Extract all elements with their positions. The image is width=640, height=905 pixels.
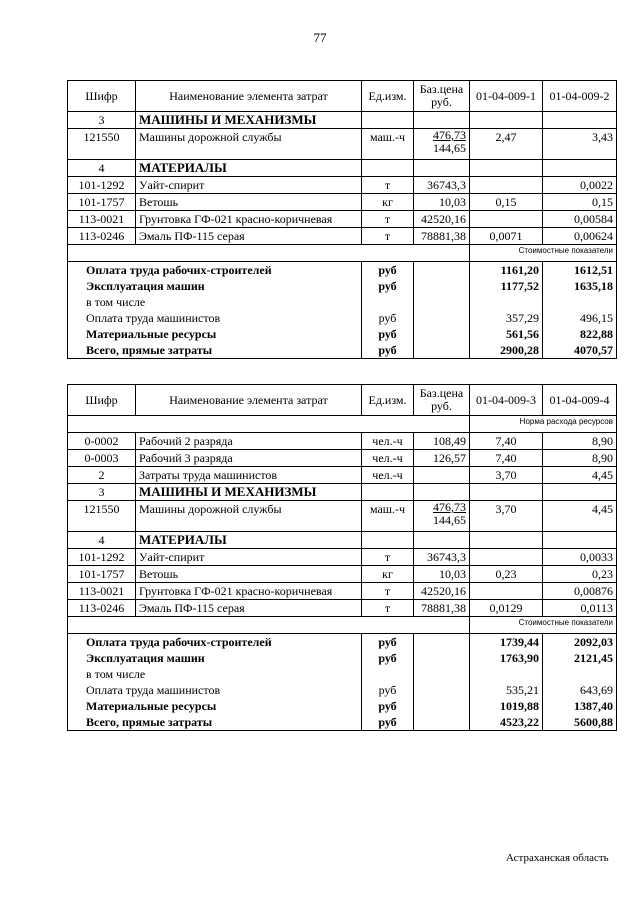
summary-empty (414, 698, 470, 714)
summary-empty (414, 326, 470, 342)
table-row (68, 549, 617, 566)
row-base-price: 78881,38 (414, 228, 470, 245)
summary-name: Эксплуатация машин (68, 278, 362, 294)
row-base-price: 42520,16 (414, 583, 470, 600)
summary-value-b (543, 294, 617, 310)
row-base-price (414, 129, 470, 160)
summary-name: в том числе (68, 294, 362, 310)
summary-row (68, 698, 617, 714)
row-value-b: 8,90 (543, 450, 617, 467)
header-col-a: 01-04-009-1 (470, 81, 543, 112)
cost-caption-row (68, 245, 617, 262)
cost-caption: Стоимостные показатели (470, 617, 617, 634)
norm-caption-row (68, 416, 617, 433)
base-price-value: 476,73 (433, 500, 466, 514)
summary-value-b: 2121,45 (543, 650, 617, 666)
summary-value-a: 1177,52 (470, 278, 543, 294)
row-value-a (470, 211, 543, 228)
table-row (68, 160, 617, 177)
header-base-price: Баз.цена руб. (414, 385, 470, 416)
row-unit: т (362, 583, 414, 600)
row-value-b: 0,0022 (543, 177, 617, 194)
summary-empty (414, 294, 470, 310)
row-value-a: 2,47 (470, 129, 543, 160)
row-unit (362, 532, 414, 549)
row-name: Затраты труда машинистов (136, 467, 362, 484)
summary-value-a: 1739,44 (470, 634, 543, 651)
row-unit: т (362, 177, 414, 194)
row-base-price (414, 484, 470, 501)
summary-unit: руб (362, 262, 414, 279)
summary-empty (414, 682, 470, 698)
summary-value-b (543, 666, 617, 682)
row-code: 2 (68, 467, 136, 484)
header-base-price: Баз.цена руб. (414, 81, 470, 112)
summary-empty (414, 650, 470, 666)
summary-name: Материальные ресурсы (68, 326, 362, 342)
summary-empty (414, 278, 470, 294)
row-base-price (414, 532, 470, 549)
summary-unit: руб (362, 310, 414, 326)
row-value-a: 3,70 (470, 467, 543, 484)
summary-empty (414, 342, 470, 359)
summary-value-b: 5600,88 (543, 714, 617, 731)
row-value-b: 4,45 (543, 501, 617, 532)
row-name: Грунтовка ГФ-021 красно-коричневая (136, 211, 362, 228)
row-code: 113-0021 (68, 211, 136, 228)
row-base-price (414, 160, 470, 177)
table-row (68, 484, 617, 501)
summary-row (68, 714, 617, 731)
row-unit (362, 484, 414, 501)
page-number: 77 (313, 30, 327, 45)
table-row (68, 211, 617, 228)
row-base-price: 78881,38 (414, 600, 470, 617)
row-unit: кг (362, 566, 414, 583)
summary-row (68, 294, 617, 310)
summary-name: Оплата труда рабочих-строителей (68, 262, 362, 279)
row-value-b: 0,0113 (543, 600, 617, 617)
summary-unit: руб (362, 278, 414, 294)
summary-name: Оплата труда машинистов (68, 682, 362, 698)
row-code: 3 (68, 484, 136, 501)
row-value-a (470, 583, 543, 600)
header-unit: Ед.изм. (362, 81, 414, 112)
row-unit: т (362, 228, 414, 245)
row-name: Ветошь (136, 566, 362, 583)
summary-unit: руб (362, 342, 414, 359)
row-value-a: 3,70 (470, 501, 543, 532)
row-name: Уайт-спирит (136, 549, 362, 566)
base-price-value: 476,73 (433, 128, 466, 142)
row-name: Эмаль ПФ-115 серая (136, 228, 362, 245)
base-price-secondary: 144,65 (433, 141, 466, 155)
summary-unit: руб (362, 326, 414, 342)
row-value-b: 0,0033 (543, 549, 617, 566)
table-row (68, 532, 617, 549)
row-code: 101-1292 (68, 177, 136, 194)
row-base-price: 126,57 (414, 450, 470, 467)
row-value-b: 8,90 (543, 433, 617, 450)
table-row (68, 467, 617, 484)
row-code: 101-1292 (68, 549, 136, 566)
row-value-a (470, 549, 543, 566)
row-value-b: 0,15 (543, 194, 617, 211)
row-name: Рабочий 2 разряда (136, 433, 362, 450)
cost-caption: Стоимостные показатели (470, 245, 617, 262)
summary-value-b: 1612,51 (543, 262, 617, 279)
table-row (68, 194, 617, 211)
summary-empty (414, 666, 470, 682)
row-name: Рабочий 3 разряда (136, 450, 362, 467)
row-base-price: 36743,3 (414, 549, 470, 566)
summary-value-b: 1635,18 (543, 278, 617, 294)
row-code: 121550 (68, 129, 136, 160)
row-value-a: 0,0129 (470, 600, 543, 617)
row-name: МАШИНЫ И МЕХАНИЗМЫ (136, 112, 362, 129)
summary-name: Эксплуатация машин (68, 650, 362, 666)
table-row (68, 450, 617, 467)
summary-row (68, 650, 617, 666)
row-value-a (470, 484, 543, 501)
table-header (68, 385, 617, 416)
row-value-b: 4,45 (543, 467, 617, 484)
row-name: МАШИНЫ И МЕХАНИЗМЫ (136, 484, 362, 501)
summary-row (68, 666, 617, 682)
summary-unit: руб (362, 682, 414, 698)
row-unit: чел.-ч (362, 450, 414, 467)
summary-value-a: 2900,28 (470, 342, 543, 359)
header-col-b: 01-04-009-4 (543, 385, 617, 416)
header-col-b: 01-04-009-2 (543, 81, 617, 112)
summary-name: Материальные ресурсы (68, 698, 362, 714)
row-value-b (543, 484, 617, 501)
row-value-a: 7,40 (470, 433, 543, 450)
row-name: Машины дорожной службы (136, 501, 362, 532)
row-unit: маш.-ч (362, 129, 414, 160)
table-header (68, 81, 617, 112)
base-price-secondary: 144,65 (433, 513, 466, 527)
summary-unit: руб (362, 698, 414, 714)
summary-name: Оплата труда машинистов (68, 310, 362, 326)
summary-value-b: 2092,03 (543, 634, 617, 651)
table-row (68, 112, 617, 129)
summary-value-b: 1387,40 (543, 698, 617, 714)
row-code: 3 (68, 112, 136, 129)
row-code: 121550 (68, 501, 136, 532)
summary-empty (414, 634, 470, 651)
summary-value-a: 1161,20 (470, 262, 543, 279)
summary-value-a: 535,21 (470, 682, 543, 698)
summary-value-a (470, 666, 543, 682)
summary-unit: руб (362, 714, 414, 731)
summary-name: в том числе (68, 666, 362, 682)
row-unit: т (362, 211, 414, 228)
row-unit: чел.-ч (362, 467, 414, 484)
table-row (68, 566, 617, 583)
summary-row (68, 310, 617, 326)
row-value-b: 0,00876 (543, 583, 617, 600)
row-code: 101-1757 (68, 566, 136, 583)
cost-caption-row (68, 617, 617, 634)
summary-row (68, 634, 617, 651)
row-code: 4 (68, 532, 136, 549)
resource-table-1 (67, 80, 617, 359)
summary-unit (362, 294, 414, 310)
row-value-b: 0,00584 (543, 211, 617, 228)
row-code: 0-0003 (68, 450, 136, 467)
summary-row (68, 326, 617, 342)
row-unit: т (362, 600, 414, 617)
row-code: 4 (68, 160, 136, 177)
row-name: Грунтовка ГФ-021 красно-коричневая (136, 583, 362, 600)
summary-value-b: 643,69 (543, 682, 617, 698)
row-value-b (543, 112, 617, 129)
summary-value-a: 1763,90 (470, 650, 543, 666)
table-row (68, 177, 617, 194)
row-code: 113-0021 (68, 583, 136, 600)
resource-table-2 (67, 384, 617, 731)
table-row (68, 501, 617, 532)
row-value-a: 7,40 (470, 450, 543, 467)
row-name: Ветошь (136, 194, 362, 211)
row-value-b (543, 160, 617, 177)
row-value-b: 0,00624 (543, 228, 617, 245)
header-unit: Ед.изм. (362, 385, 414, 416)
summary-value-b: 496,15 (543, 310, 617, 326)
table-row (68, 600, 617, 617)
summary-value-a: 561,56 (470, 326, 543, 342)
row-name: МАТЕРИАЛЫ (136, 532, 362, 549)
header-code: Шифр (68, 81, 136, 112)
row-value-a (470, 532, 543, 549)
row-value-a: 0,23 (470, 566, 543, 583)
row-unit: чел.-ч (362, 433, 414, 450)
row-base-price (414, 467, 470, 484)
row-unit (362, 112, 414, 129)
norm-caption: Норма расхода ресурсов (470, 416, 617, 433)
table-row (68, 228, 617, 245)
row-value-a (470, 177, 543, 194)
summary-empty (414, 310, 470, 326)
row-unit: маш.-ч (362, 501, 414, 532)
row-name: Машины дорожной службы (136, 129, 362, 160)
table-row (68, 433, 617, 450)
row-value-b (543, 532, 617, 549)
row-code: 113-0246 (68, 228, 136, 245)
region-footer: Астраханская область (506, 852, 609, 864)
summary-row (68, 278, 617, 294)
summary-value-b: 822,88 (543, 326, 617, 342)
summary-value-a: 4523,22 (470, 714, 543, 731)
row-base-price: 42520,16 (414, 211, 470, 228)
table-row (68, 583, 617, 600)
summary-unit (362, 666, 414, 682)
row-value-a: 0,0071 (470, 228, 543, 245)
row-value-b: 3,43 (543, 129, 617, 160)
row-value-b: 0,23 (543, 566, 617, 583)
row-code: 0-0002 (68, 433, 136, 450)
row-unit: кг (362, 194, 414, 211)
summary-value-a: 1019,88 (470, 698, 543, 714)
row-value-a (470, 112, 543, 129)
summary-unit: руб (362, 634, 414, 651)
row-code: 101-1757 (68, 194, 136, 211)
summary-value-a (470, 294, 543, 310)
summary-row (68, 262, 617, 279)
row-name: МАТЕРИАЛЫ (136, 160, 362, 177)
row-base-price (414, 112, 470, 129)
table-row (68, 129, 617, 160)
summary-row (68, 682, 617, 698)
summary-name: Оплата труда рабочих-строителей (68, 634, 362, 651)
header-code: Шифр (68, 385, 136, 416)
summary-empty (414, 262, 470, 279)
summary-row (68, 342, 617, 359)
row-name: Уайт-спирит (136, 177, 362, 194)
summary-name: Всего, прямые затраты (68, 342, 362, 359)
row-base-price: 10,03 (414, 194, 470, 211)
header-name: Наименование элемента затрат (136, 385, 362, 416)
row-value-a: 0,15 (470, 194, 543, 211)
row-base-price: 10,03 (414, 566, 470, 583)
row-code: 113-0246 (68, 600, 136, 617)
row-base-price: 108,49 (414, 433, 470, 450)
summary-unit: руб (362, 650, 414, 666)
summary-value-b: 4070,57 (543, 342, 617, 359)
header-col-a: 01-04-009-3 (470, 385, 543, 416)
header-name: Наименование элемента затрат (136, 81, 362, 112)
row-unit: т (362, 549, 414, 566)
row-name: Эмаль ПФ-115 серая (136, 600, 362, 617)
row-value-a (470, 160, 543, 177)
summary-empty (414, 714, 470, 731)
summary-value-a: 357,29 (470, 310, 543, 326)
row-base-price: 36743,3 (414, 177, 470, 194)
row-base-price (414, 501, 470, 532)
summary-name: Всего, прямые затраты (68, 714, 362, 731)
row-unit (362, 160, 414, 177)
